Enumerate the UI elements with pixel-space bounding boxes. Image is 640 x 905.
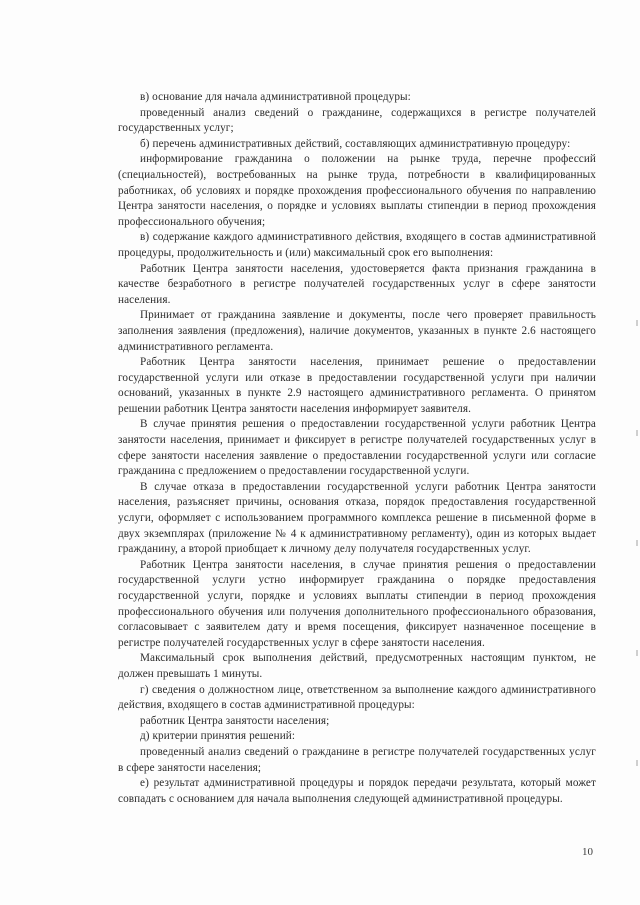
paragraph: Работник Центра занятости населения, принимает решение о предоставлении государственной услуги или отказе в предоставлении государственной услуги при наличии оснований, указанных в пункте 2.9 настоящего административного регламента. О принятом решении работник Центра занятости населения информирует заявителя.: [118, 356, 596, 415]
paragraph: е) результат административной процедуры и порядок передачи результата, который может совпадать с основанием для начала выполнения следующей административной процедуры.: [118, 777, 596, 805]
paragraph: д) критерии принятия решений:: [140, 730, 296, 743]
paragraph: проведенный анализ сведений о гражданине, содержащихся в регистре получателей государственных услуг;: [118, 106, 596, 135]
paragraph: в) основание для начала административной процедуры:: [140, 91, 411, 103]
paragraph: проведенный анализ сведений о гражданине в регистре получателей государственных услуг в сфере занятости населения;: [118, 745, 596, 774]
paragraph: Работник Центра занятости населения, в случае принятия решения о предоставлении государственной услуги устно информирует гражданина о порядке предоставления государственной услуги, порядке и условиях выплаты стипендии в период прохождения профессионального обучения или получения дополнительного профессионального образования, согласовывает с заявителем дату и время посещения, фиксирует назначенное посещение в регистре получателей государственных услуг в сфере занятости населения.: [118, 558, 596, 649]
page-number: 10: [582, 846, 593, 858]
paragraph: В случае принятия решения о предоставлении государственной услуги работник Центра занятости населения, принимает и фиксирует в регистре получателей государственных услуг в сфере занятости населения заявление о предоставлении государственной услуги или согласие гражданина с предложением о предоставлении государственной услуги.: [118, 418, 596, 478]
paragraph: в) содержание каждого административного действия, входящего в состав административной процедуры, продолжительность и (или) максимальный срок его выполнения:: [118, 231, 596, 259]
paragraph: Максимальный срок выполнения действий, предусмотренных настоящим пунктом, не должен превышать 1 минуты.: [118, 652, 596, 680]
paragraph: Принимает от гражданина заявление и документы, после чего проверяет правильность заполнения заявления (предложения), наличие документов, указанных в пункте 2.6 настоящего административного регламента.: [118, 309, 596, 353]
scan-artifact: [636, 760, 638, 766]
paragraph: Работник Центра занятости населения, удостоверяется факта признания гражданина в качестве безработного в регистре получателей государственных услуг в сфере занятости населения.: [118, 262, 596, 306]
scan-artifact: [636, 320, 638, 326]
paragraph: В случае отказа в предоставлении государственной услуги работник Центра занятости населения, разъясняет причины, основания отказа, порядок предоставления государственной услуги, оформляет с использованием программного комплекса решение в письменной форме в двух экземплярах (приложение № 4 к административному регламенту), один из которых выдает гражданину, а второй приобщает к личному делу получателя государственных услуг.: [118, 480, 596, 556]
scan-artifact: [636, 430, 638, 436]
paragraph: б) перечень административных действий, составляющих административную процедуру:: [140, 137, 571, 150]
paragraph: г) сведения о должностном лице, ответственном за выполнение каждого административного действия, входящего в состав административной процедуры:: [118, 683, 596, 712]
scan-artifact: [636, 650, 638, 656]
scan-artifact: [636, 540, 638, 546]
paragraph: информирование гражданина о положении на рынке труда, перечне профессий (специальностей), востребованных на рынке труда, потребности в квалифицированных работниках, об условиях и порядке прохождения профессионального обучения по направлению Центра занятости населения, о порядке и условиях выплаты стипендии в период прохождения профессионального обучения;: [118, 153, 596, 228]
document-body: [118, 90, 596, 807]
paragraph: работник Центра занятости населения;: [140, 714, 330, 727]
